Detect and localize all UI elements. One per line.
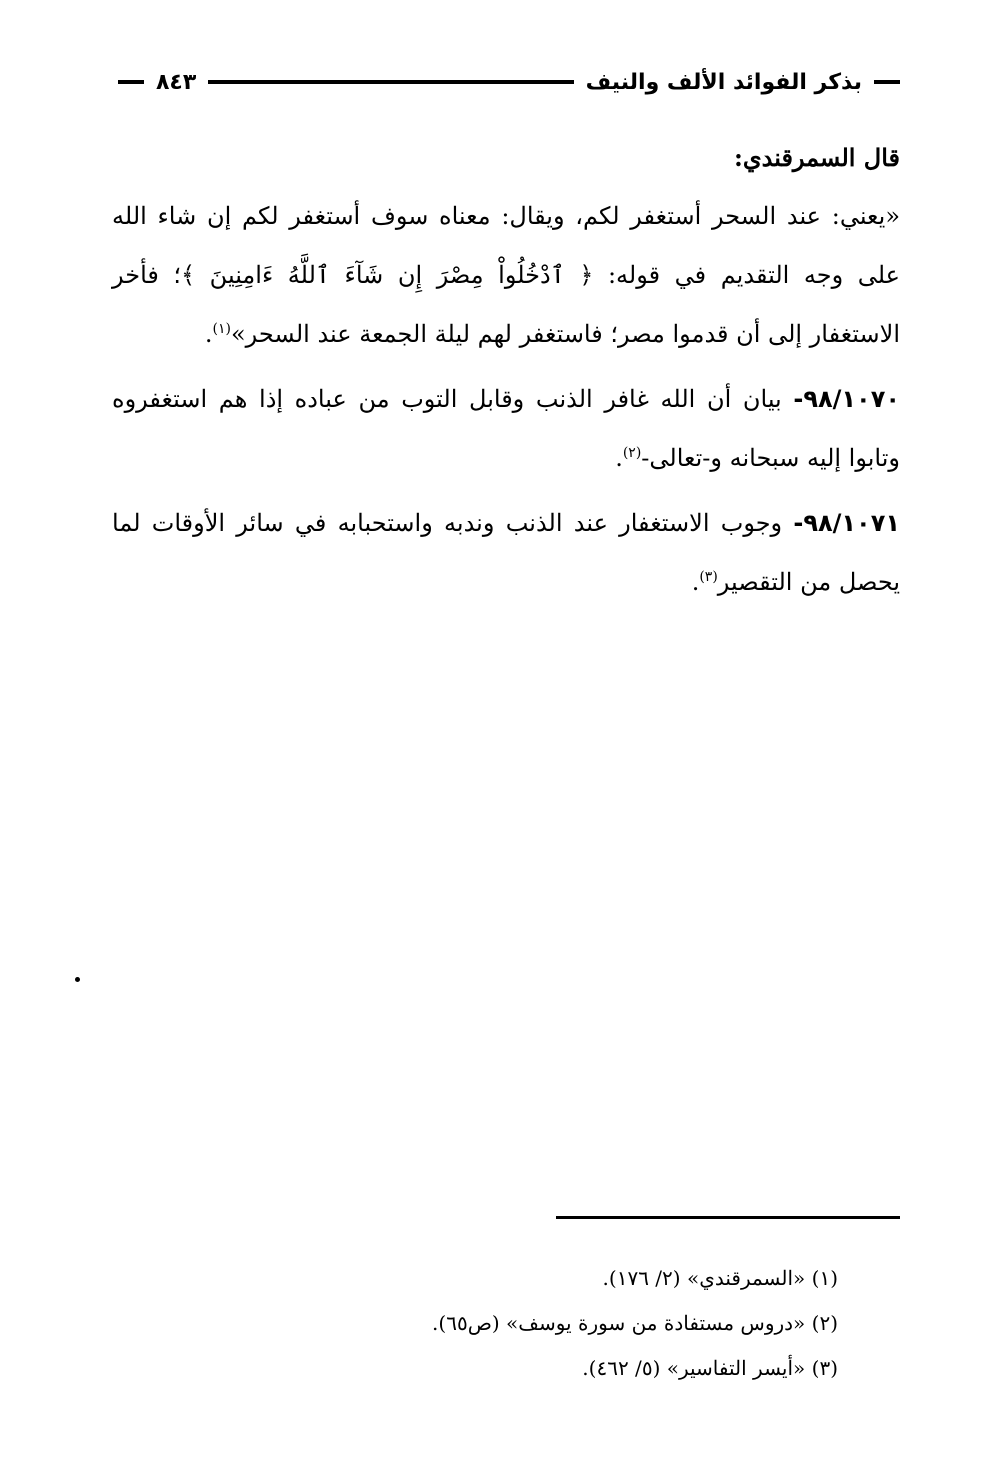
section-heading: قال السمرقندي: xyxy=(733,143,900,172)
item-1070-text: بيان أن الله غافر الذنب وقابل التوب من عباده إذا هم استغفروه وتابوا إليه سبحانه و-تعالى- xyxy=(112,385,900,472)
header-dash-right xyxy=(874,80,900,84)
footnotes xyxy=(300,1256,838,1391)
paragraph-quote-line-3: الاستغفار إلى أن قدموا مصر؛ فاستغفر لهم ليلة الجمعة عند السحر» xyxy=(231,320,900,348)
footnote-ref-1: (١) xyxy=(212,321,231,337)
paragraph-quote xyxy=(112,187,900,364)
paragraph-quote-line-2: شاء الله على وجه التقديم في قوله: ﴿ ٱدْخُلُواْ مِصْرَ إِن شَآءَ ٱللَّهُ ءَامِنِينَ ﴾؛ فأخر xyxy=(112,202,900,289)
paragraph-quote-end: . xyxy=(204,320,213,348)
paragraph-quote-line-1: «يعني: عند السحر أستغفر لكم، ويقال: معناه سوف أستغفر لكم إن xyxy=(206,202,901,230)
item-1071-number: ٩٨/١٠٧١- xyxy=(793,509,900,537)
header-rule xyxy=(208,80,573,84)
item-1071-text: وجوب الاستغفار عند الذنب وندبه واستحبابه في سائر الأوقات لما يحصل من التقصير xyxy=(112,509,900,596)
footnote-3: (٣) «أيسر التفاسير» (٥/ ٤٦٢). xyxy=(582,1356,838,1380)
footnote-1: (١) «السمرقندي» (٢/ ١٧٦). xyxy=(602,1266,838,1290)
footnote-ref-3: (٣) xyxy=(699,569,718,585)
stray-dot xyxy=(75,977,80,982)
footnote-2: (٢) «دروس مستفادة من سورة يوسف» (ص٦٥). xyxy=(432,1311,838,1335)
footnote-ref-2: (٢) xyxy=(622,445,642,461)
page-header xyxy=(118,60,900,104)
item-1070-end: . xyxy=(615,444,623,472)
header-title: بذكر الفوائد الألف والنيف xyxy=(585,69,862,95)
item-1070-number: ٩٨/١٠٧٠- xyxy=(793,385,900,413)
header-dash-left xyxy=(118,80,144,84)
body-text xyxy=(112,128,900,612)
page-number: ٨٤٣ xyxy=(156,69,197,95)
item-1070 xyxy=(112,370,900,488)
footnote-separator xyxy=(556,1216,900,1219)
item-1071 xyxy=(112,494,900,612)
item-1071-end: . xyxy=(691,568,700,596)
